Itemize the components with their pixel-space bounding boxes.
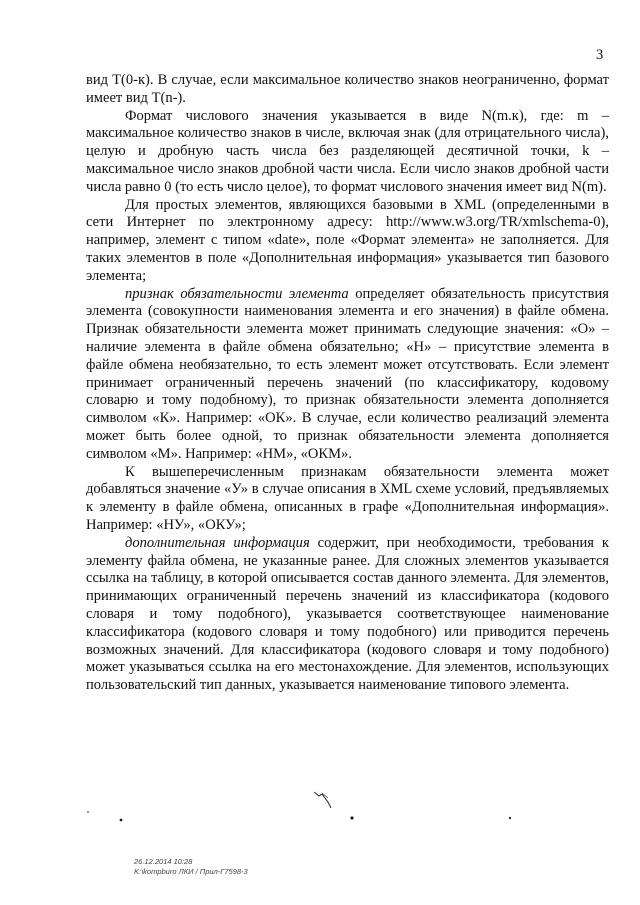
paragraph-text: определяет обязательность присутствия элемента (совокупности наименования элемента и его значения) в файле обмена. Признак обязательности элемента может принимать следующие значения: «О» – наличие элемента в файле обмена обязательно; «Н» – присутствие элемента в файле обмена необязательно, то есть элемент может отсутствовать. Если элемент принимает ограниченный перечень значений (по классификатору, кодовому словарю и тому подобному), то признак обязательности элемента дополняется символом «К». Например: «ОК». В случае, если количество реализаций элемента может быть более одной, то признак обязательности элемента дополняется символом «М». Например: «НМ», «ОКМ». xyxy=(86,285,609,462)
footer-file-path: K:\kompburo ЛКИ / Прил-Г7598-3 xyxy=(134,867,248,876)
paragraph-text: содержит, при необходимости, требования к элементу файла обмена, не указанные ранее. Для сложных элементов указывается ссылка на таблицу, в которой описывается состав данного элемента. Для элементов, принимающих ограниченный перечень значений из классификатора (кодового словаря и тому подобного), указывается соответствующее наименование классификатора (кодового словаря и тому подобного) или приводится перечень возможных значений. Для классификатора (кодового словаря и тому подобного) может указываться ссылка на его местонахождение. Для элементов, использующих пользовательский тип данных, указывается наименование типового элемента. xyxy=(86,534,609,694)
paragraph-italic-term: признак обязательности элемента xyxy=(125,285,349,302)
paragraph-numeric-format xyxy=(86,108,609,197)
paragraph-text: К вышеперечисленным признакам обязательности элемента может добавляться значение «У» в случае описания в XML схеме условий, предъявляемых к элементу в файле обмена, описанных в графе «Дополнительная информация». Например: «НУ», «ОКУ»; xyxy=(86,463,609,533)
footer-timestamp: 26.12.2014 10:28 xyxy=(134,857,193,866)
print-footer xyxy=(134,857,248,877)
paragraph-text: Формат числового значения указывается в виде N(m.к), где: m – максимальное количество знаков в числе, включая знак (для отрицательного числа), целую и дробную часть числа без разделяющей десятичной точки, k – максимальное число знаков дробной части числа. Если число знаков дробной части числа равно 0 (то есть число целое), то формат числового значения имеет вид N(m). xyxy=(86,107,609,195)
document-body xyxy=(86,72,609,695)
paragraph-italic-term: дополнительная информация xyxy=(125,534,310,551)
paragraph-text: вид T(0-к). В случае, если максимальное количество знаков неограниченно, формат имеет вид T(n-). xyxy=(86,72,609,106)
paragraph-simple-elements xyxy=(86,197,609,286)
paragraph-condition-value xyxy=(86,464,609,535)
paragraph-mandatory-attribute xyxy=(86,286,609,464)
page-number: 3 xyxy=(596,47,604,63)
paragraph-additional-info xyxy=(86,535,609,695)
paragraph-text: Для простых элементов, являющихся базовыми в XML (определенными в сети Интернет по электронному адресу: http://www.w3.org/TR/xmlschema-0), например, элемент с типом «date», поле «Формат элемента» не заполняется. Для таких элементов в поле «Дополнительная информация» указывается тип базового элемента; xyxy=(86,196,609,284)
paragraph-format-text-tail xyxy=(86,72,609,108)
